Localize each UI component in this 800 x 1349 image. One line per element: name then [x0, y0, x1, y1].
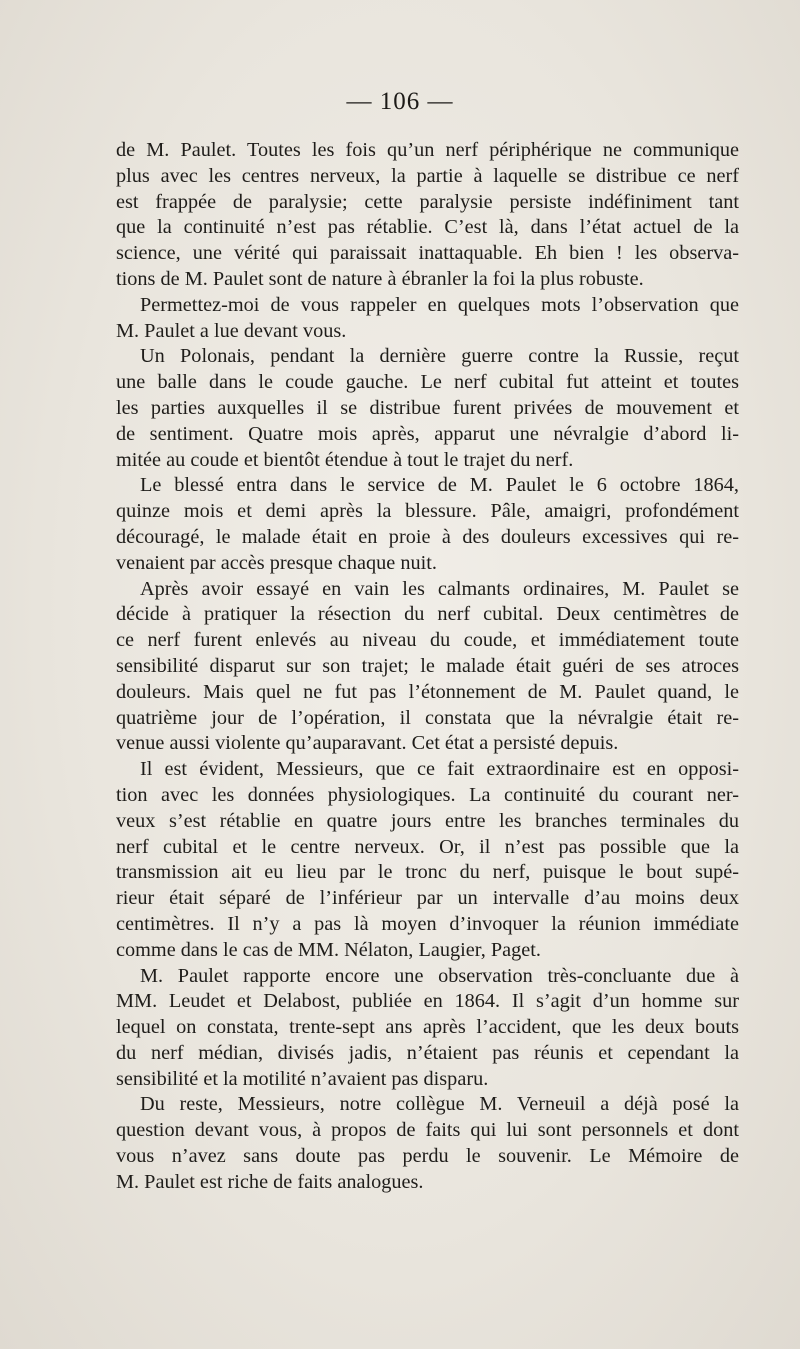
paragraph	[116, 964, 739, 1093]
text-line: venue aussi violente qu’auparavant. Cet état a persisté depuis.	[116, 732, 619, 755]
text-line: transmission ait eu lieu par le tronc du nerf, puisque le bout supé-	[116, 861, 739, 884]
text-line: quatrième jour de l’opération, il constata que la névralgie était re-	[116, 706, 739, 729]
text-line: douleurs. Mais quel ne fut pas l’étonnement de M. Paulet quand, le	[116, 680, 739, 703]
paragraph	[116, 577, 739, 758]
text-line: lequel on constata, trente-sept ans après l’accident, que les deux bouts	[116, 1016, 739, 1039]
text-line: rieur était séparé de l’inférieur par un intervalle d’au moins deux	[116, 887, 739, 910]
text-line: MM. Leudet et Delabost, publiée en 1864. Il s’agit d’un homme sur	[116, 990, 739, 1013]
text-line: Du reste, Messieurs, notre collègue M. Verneuil a déjà posé la	[140, 1093, 739, 1116]
paragraph	[116, 1092, 739, 1195]
text-line: de sentiment. Quatre mois après, apparut une névralgie d’abord li-	[116, 422, 739, 445]
text-line: décide à pratiquer la résection du nerf cubital. Deux centimètres de	[116, 603, 739, 626]
text-line: science, une vérité qui paraissait inattaquable. Eh bien ! les observa-	[116, 242, 739, 265]
text-line: du nerf médian, divisés jadis, n’étaient pas réunis et cependant la	[116, 1041, 739, 1064]
text-line: Il est évident, Messieurs, que ce fait extraordinaire est en opposi-	[140, 758, 739, 781]
page-number: — 106 —	[346, 88, 454, 115]
text-line: ce nerf furent enlevés au niveau du coude, et immédiatement toute	[116, 629, 739, 652]
text-line: que la continuité n’est pas rétablie. C’est là, dans l’état actuel de la	[116, 216, 739, 239]
text-line: M. Paulet est riche de faits analogues.	[116, 1170, 424, 1193]
paragraph	[116, 344, 739, 473]
text-line: M. Paulet a lue devant vous.	[116, 319, 347, 342]
text-line: quinze mois et demi après la blessure. Pâle, amaigri, profondément	[116, 500, 739, 523]
text-line: M. Paulet rapporte encore une observation très-concluante due à	[140, 964, 739, 987]
paragraph	[116, 757, 739, 963]
text-line: découragé, le malade était en proie à des douleurs excessives qui re-	[116, 525, 739, 548]
text-line: les parties auxquelles il se distribue furent privées de mouvement et	[116, 396, 739, 419]
text-line: Permettez-moi de vous rappeler en quelques mots l’observation que	[140, 293, 739, 316]
text-line: Après avoir essayé en vain les calmants ordinaires, M. Paulet se	[140, 577, 739, 600]
text-line: comme dans le cas de MM. Nélaton, Laugier, Paget.	[116, 938, 541, 961]
text-line: Le blessé entra dans le service de M. Paulet le 6 octobre 1864,	[140, 474, 739, 497]
text-line: centimètres. Il n’y a pas là moyen d’invoquer la réunion immédiate	[116, 912, 739, 935]
text-line: de M. Paulet. Toutes les fois qu’un nerf périphérique ne communique	[116, 139, 739, 161]
text-line: question devant vous, à propos de faits qui lui sont personnels et dont	[116, 1119, 739, 1142]
text-line: venaient par accès presque chaque nuit.	[116, 551, 437, 574]
text-line: vous n’avez sans doute pas perdu le souvenir. Le Mémoire de	[116, 1145, 739, 1168]
text-line: sensibilité disparut sur son trajet; le malade était guéri de ses atroces	[116, 654, 739, 677]
text-line: est frappée de paralysie; cette paralysie persiste indéfiniment tant	[116, 190, 739, 213]
text-line: nerf cubital et le centre nerveux. Or, il n’est pas possible que la	[116, 835, 739, 858]
text-line: Un Polonais, pendant la dernière guerre contre la Russie, reçut	[140, 345, 739, 368]
paragraph	[116, 473, 739, 576]
body-text	[116, 138, 739, 1196]
text-line: tions de M. Paulet sont de nature à ébranler la foi la plus robuste.	[116, 267, 644, 290]
text-line: plus avec les centres nerveux, la partie à laquelle se distribue ce nerf	[116, 164, 739, 187]
text-line: veux s’est rétablie en quatre jours entre les branches terminales du	[116, 809, 739, 832]
text-line: mitée au coude et bientôt étendue à tout le trajet du nerf.	[116, 448, 574, 471]
paragraph	[116, 293, 739, 345]
text-line: sensibilité et la motilité n’avaient pas disparu.	[116, 1067, 489, 1090]
paragraph	[116, 138, 739, 293]
text-line: une balle dans le coude gauche. Le nerf cubital fut atteint et toutes	[116, 371, 739, 394]
text-line: tion avec les données physiologiques. La continuité du courant ner-	[116, 783, 739, 806]
